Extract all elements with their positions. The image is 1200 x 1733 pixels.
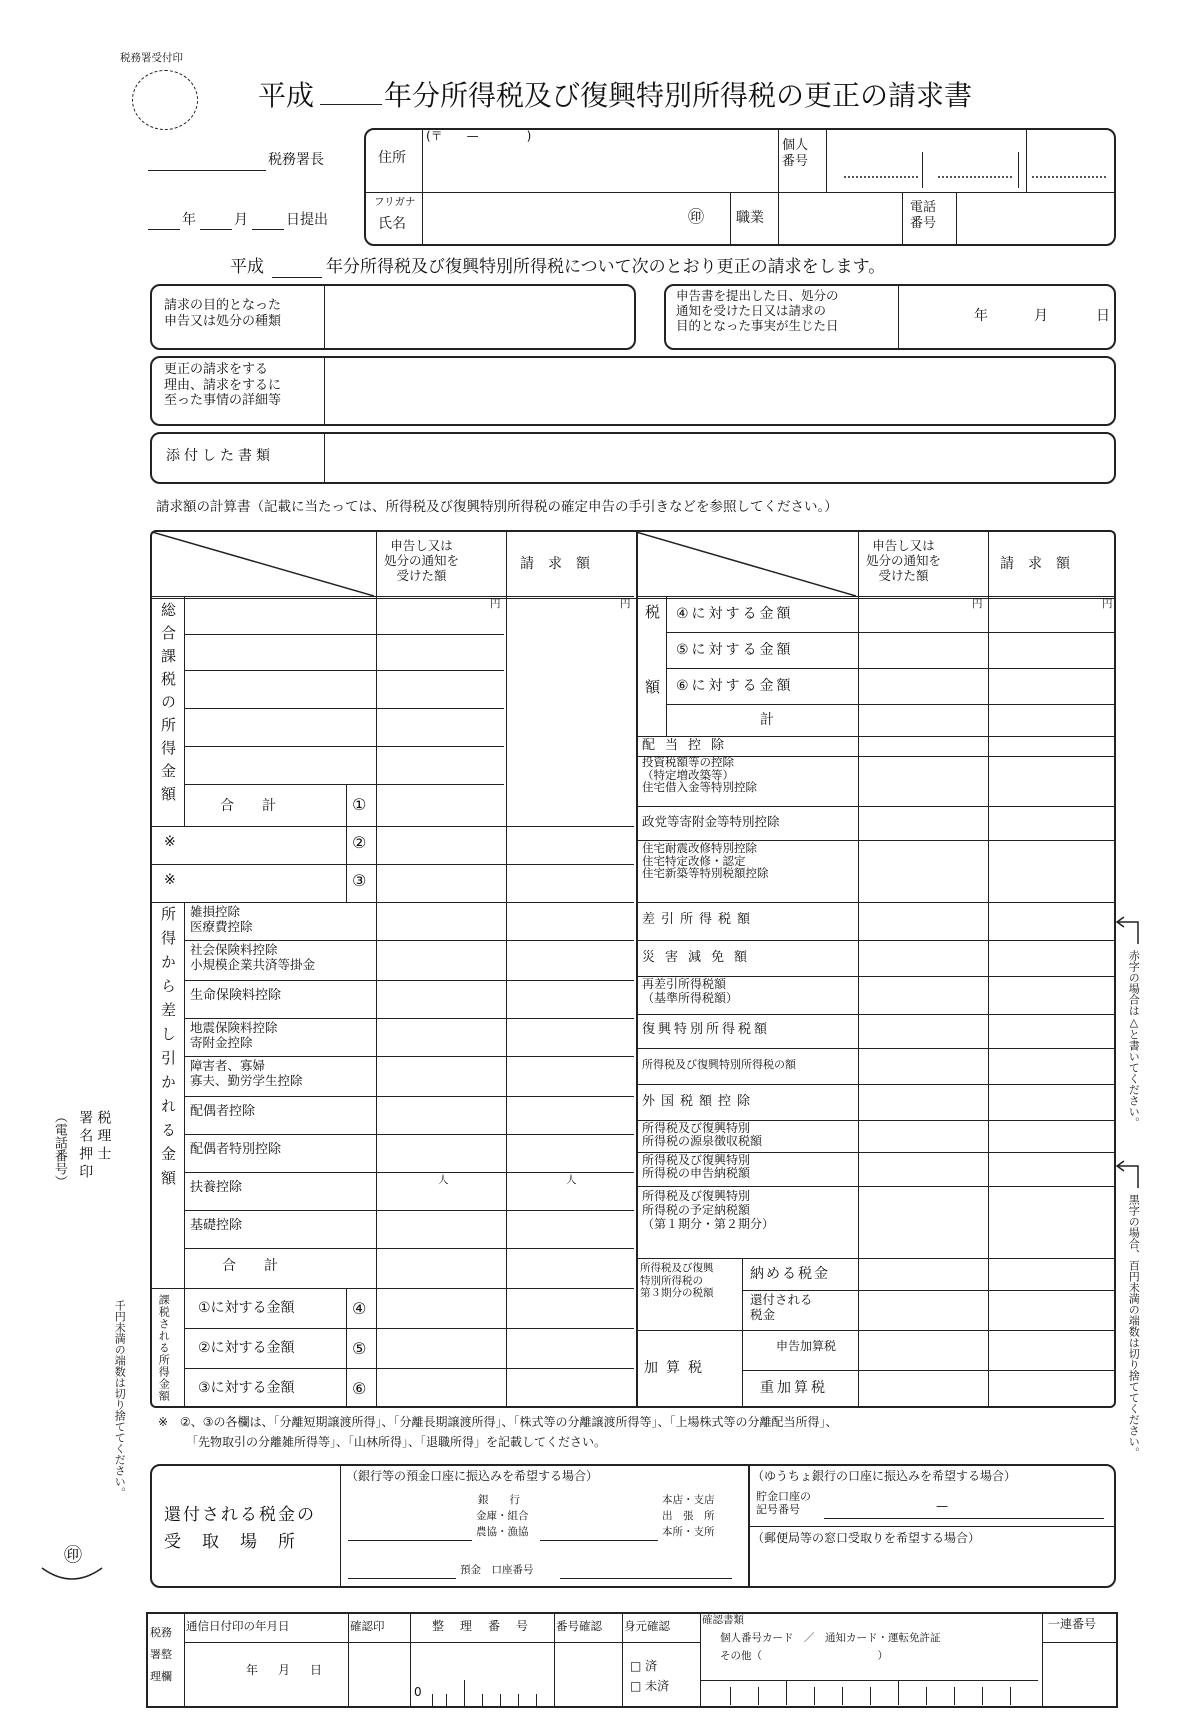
income-row-input[interactable]: [376, 636, 632, 668]
office-col-label: 税務 署整 理欄: [150, 1626, 172, 1683]
side-note-100: 黒字の場合、百円未満の端数は切り捨ててください。: [1127, 1194, 1141, 1458]
deduction-label: 地震保険料控除 寄附金控除: [190, 1020, 278, 1050]
intro-prefix: 平成: [230, 257, 264, 277]
office-doc-ticks: [700, 1680, 1038, 1705]
yucho-account-label: 貯金口座の 記号番号: [756, 1490, 811, 1517]
yen-mark: 円: [620, 598, 631, 610]
submit-year-field[interactable]: [148, 229, 180, 230]
income-row-input[interactable]: [376, 672, 632, 706]
date-day-label: 日: [1096, 308, 1110, 324]
group-deductions-label: 所得から差し引かれる金額: [159, 906, 177, 1194]
office-col-label: 通信日付印の年月日: [186, 1619, 290, 1633]
right-row-label: 配当控除: [642, 738, 735, 753]
bank-name-field[interactable]: [348, 1540, 472, 1541]
arrow-icon: [1114, 916, 1140, 946]
income-row-input[interactable]: [376, 598, 632, 632]
deduction-label: 社会保険料控除 小規模企業共済等掛金: [190, 942, 316, 972]
notes-mark: ※: [158, 1415, 169, 1429]
side-note-red: 赤字の場合は△と書いてください。: [1127, 950, 1141, 1128]
reason-field[interactable]: [326, 360, 1112, 422]
right-row-label: 再差引所得税額 （基準所得税額）: [642, 977, 739, 1005]
yen-mark: 円: [972, 598, 983, 610]
purpose-label: 請求の目的となった 申告又は処分の種類: [164, 298, 282, 329]
bank-label: 銀 行: [478, 1494, 520, 1506]
honten-label: 本店・支店: [662, 1494, 715, 1506]
right-col-request-header: 請 求 額: [1000, 556, 1070, 572]
office-date-label: 年 月 日: [246, 1663, 327, 1677]
left-col-declared-header: 申告し又は 処分の通知を 受けた額: [384, 538, 460, 583]
taxable-label: ①に対する金額: [198, 1300, 295, 1316]
penalty-row-label: 重加算税: [760, 1380, 828, 1396]
postal-code-mark: (〒 — ): [426, 129, 532, 143]
my-number-field[interactable]: [828, 130, 1112, 190]
office-col-label: 確認印: [350, 1619, 385, 1633]
notes-text-1: ②、③の各欄は、「分離短期譲渡所得」、「分離長期譲渡所得」、「株式等の分離譲渡所得等」、「上場株式等の分離配当所得」、: [180, 1415, 838, 1429]
office-zero: 0: [414, 1685, 422, 1699]
kome-1-input[interactable]: [376, 828, 632, 862]
submit-year-label: 年: [182, 212, 196, 228]
right-row-label: 災害減免額: [642, 950, 758, 965]
tax-office-field[interactable]: [148, 170, 266, 171]
income-total-input[interactable]: [376, 786, 632, 824]
post-office-field[interactable]: [758, 1552, 1108, 1582]
deduction-label: 配偶者控除: [190, 1104, 256, 1119]
id-check-not[interactable]: □ 未済: [630, 1679, 670, 1693]
yen-mark: 円: [1102, 598, 1113, 610]
yen-mark: 円: [490, 598, 501, 610]
right-amount-inputs[interactable]: [858, 598, 1114, 1406]
right-row-label: 住宅耐震改修特別控除 住宅特定改修・認定 住宅新築等特別税額控除: [642, 841, 769, 881]
branch-name-field[interactable]: [540, 1540, 658, 1541]
deduction-label: 雑損控除 医療費控除: [190, 904, 253, 934]
nokyo-label: 農協・漁協: [476, 1526, 529, 1538]
phone-field[interactable]: [958, 194, 1110, 242]
deposit-label: 預金 口座番号: [460, 1564, 534, 1576]
office-doc-line-1: 個人番号カード ／ 通知カード・運転免許証: [720, 1632, 941, 1644]
receipt-stamp-circle: [132, 70, 198, 130]
income-total-num: ①: [352, 795, 367, 814]
kome-2-label: ※: [164, 872, 176, 888]
income-total-label: 合 計: [220, 798, 276, 814]
account-number-field[interactable]: [560, 1578, 732, 1579]
submit-month-field[interactable]: [200, 229, 232, 230]
title-year-field[interactable]: [320, 104, 382, 105]
tax-row-label: ⑤に対する金額: [676, 642, 794, 658]
person-mark: 人: [438, 1174, 449, 1186]
right-row-label: 投資税額等の控除 （特定増改築等） 住宅借入金等特別控除: [642, 755, 757, 795]
honsho-label: 本所・支所: [662, 1526, 715, 1538]
taxable-num: ⑤: [352, 1339, 367, 1358]
side-note-1000: 千円未満の端数は切り捨ててください。: [113, 1300, 127, 1498]
yucho-heading: （ゆうちょ銀行の口座に振込みを希望する場合）: [752, 1469, 1017, 1483]
receipt-stamp-label: 税務署受付印: [120, 52, 183, 64]
form-title: 年分所得税及び復興特別所得税の更正の請求書: [384, 79, 973, 112]
date-year-label: 年: [974, 308, 988, 324]
deduction-total-label: 合 計: [222, 1258, 278, 1274]
submit-day-label: 日提出: [286, 212, 328, 228]
address-label: 住所: [378, 150, 406, 166]
attached-field[interactable]: [326, 436, 1112, 480]
tax-row-label: ⑥に対する金額: [676, 678, 794, 694]
taxable-inputs[interactable]: [376, 1290, 632, 1406]
deduction-label: 基礎控除: [190, 1218, 243, 1233]
right-col-declared-header: 申告し又は 処分の通知を 受けた額: [866, 538, 942, 583]
penalty-row-label: 申告加算税: [776, 1339, 837, 1353]
office-col-label: 一連番号: [1048, 1617, 1097, 1631]
group-taxable-label: 課税される所得金額: [157, 1294, 171, 1402]
id-check-done[interactable]: □ 済: [630, 1659, 658, 1673]
kome-1-label: ※: [164, 834, 176, 850]
right-row-label: 復興特別所得税額: [642, 1022, 771, 1037]
taxable-label: ③に対する金額: [198, 1380, 295, 1396]
right-row-label: 政党等寄附金等特別控除: [642, 814, 780, 829]
income-row-input[interactable]: [376, 710, 632, 744]
calc-heading: 請求額の計算書（記載に当たっては、所得税及び復興特別所得税の確定申告の手引きなどを参照してください。）: [156, 499, 838, 515]
post-heading: （郵便局等の窓口受取りを希望する場合）: [752, 1531, 981, 1545]
taxable-num: ④: [352, 1299, 367, 1318]
taxable-num: ⑥: [352, 1379, 367, 1398]
seal-mark: ㊞: [688, 207, 705, 226]
kome-2-input[interactable]: [376, 866, 632, 900]
deduction-label: 配偶者特別控除: [190, 1142, 282, 1157]
bottom-seal-mark: ㊞: [64, 1545, 82, 1566]
occupation-field[interactable]: [780, 194, 898, 242]
address-field[interactable]: [424, 150, 770, 186]
right-row-label: 外国税額控除: [642, 1094, 757, 1109]
office-doc-line-2: その他（ ）: [720, 1650, 888, 1662]
form-title-prefix: 平成: [258, 79, 315, 112]
submit-month-label: 月: [234, 212, 248, 228]
deposit-type-field[interactable]: [348, 1578, 456, 1579]
date-field[interactable]: [900, 288, 1114, 346]
refund-label: 還付される税金の 受 取 場 所: [164, 1505, 316, 1553]
deduction-label: 生命保険料控除: [190, 988, 282, 1003]
office-col-label: 番号確認: [556, 1619, 602, 1633]
name-field[interactable]: [424, 196, 684, 242]
kome-1-num: ②: [352, 833, 367, 852]
tax-office-suffix: 税務署長: [268, 152, 324, 168]
kome-2-num: ③: [352, 871, 367, 890]
third-term-label: 所得税及び復興 特別所得税の 第３期分の税額: [640, 1262, 714, 1300]
office-col-label: 確認書類: [702, 1614, 744, 1626]
refund-row-label: 還付される 税金: [750, 1292, 813, 1322]
yucho-account-field[interactable]: [824, 1518, 1104, 1519]
bank-heading: （銀行等の預金口座に振込みを希望する場合）: [346, 1469, 599, 1483]
pay-label: 納める税金: [750, 1266, 830, 1282]
arrow-icon: [1114, 1160, 1140, 1190]
my-number-label: 個人 番号: [782, 138, 809, 169]
right-header-diagonal: [636, 532, 856, 596]
occupation-label: 職業: [736, 210, 764, 226]
purpose-field[interactable]: [326, 288, 630, 346]
date-month-label: 月: [1034, 308, 1048, 324]
group-income-label: 総合課税の所得金額: [159, 602, 177, 809]
deductions-inputs[interactable]: [376, 904, 632, 1286]
right-row-label: 所得税及び復興特別 所得税の予定納税額 （第１期分・第２期分）: [642, 1189, 775, 1231]
date-label: 申告書を提出した日、処分の 通知を受けた日又は請求の 目的となった事実が生じた日: [676, 288, 839, 333]
person-mark: 人: [566, 1174, 577, 1186]
seal-arc: [40, 1566, 104, 1586]
furigana-label: フリガナ: [374, 196, 416, 208]
tax-accountant-phone: （電話番号）: [51, 1110, 67, 1188]
left-col-request-header: 請 求 額: [520, 556, 590, 572]
attached-label: 添付した書類: [166, 448, 274, 464]
office-number-ticks: [426, 1690, 546, 1706]
left-header-diagonal: [152, 532, 374, 596]
tax-group-label: 税額: [643, 604, 661, 754]
tax-accountant-label: 税理士 署名押印: [77, 1110, 112, 1182]
notes-text-2: 「先物取引の分離雑所得等」、「山林所得」、「退職所得」を記載してください。: [186, 1435, 607, 1449]
right-row-label: 所得税及び復興特別所得税の額: [642, 1058, 796, 1071]
right-row-label: 所得税及び復興特別 所得税の申告納税額: [642, 1153, 751, 1181]
office-col-label: 身元確認: [624, 1619, 670, 1633]
tax-row-label: 計: [760, 712, 774, 728]
phone-label: 電話 番号: [910, 200, 937, 231]
intro-text: 年分所得税及び復興特別所得税について次のとおり更正の請求をします。: [326, 257, 886, 277]
deduction-label: 障害者、寡婦 寡夫、勤労学生控除: [190, 1058, 303, 1088]
tax-row-label: ④に対する金額: [676, 606, 794, 622]
reason-label: 更正の請求をする 理由、請求をするに 至った事情の詳細等: [164, 362, 282, 409]
deduction-label: 扶養控除: [190, 1180, 243, 1195]
penalty-label: 加算税: [644, 1360, 710, 1376]
intro-year-field[interactable]: [272, 277, 322, 278]
right-row-label: 所得税及び復興特別 所得税の源泉徴収税額: [642, 1121, 763, 1149]
right-row-label: 差引所得税額: [642, 912, 757, 927]
kinko-label: 金庫・組合: [476, 1510, 529, 1522]
name-label: 氏名: [378, 216, 406, 232]
yucho-dash: —: [936, 1499, 948, 1513]
submit-day-field[interactable]: [252, 229, 284, 230]
office-col-label: 整 理 番 号: [432, 1619, 531, 1633]
shucchosho-label: 出 張 所: [662, 1510, 715, 1522]
taxable-label: ②に対する金額: [198, 1340, 295, 1356]
income-row-input[interactable]: [376, 748, 632, 782]
